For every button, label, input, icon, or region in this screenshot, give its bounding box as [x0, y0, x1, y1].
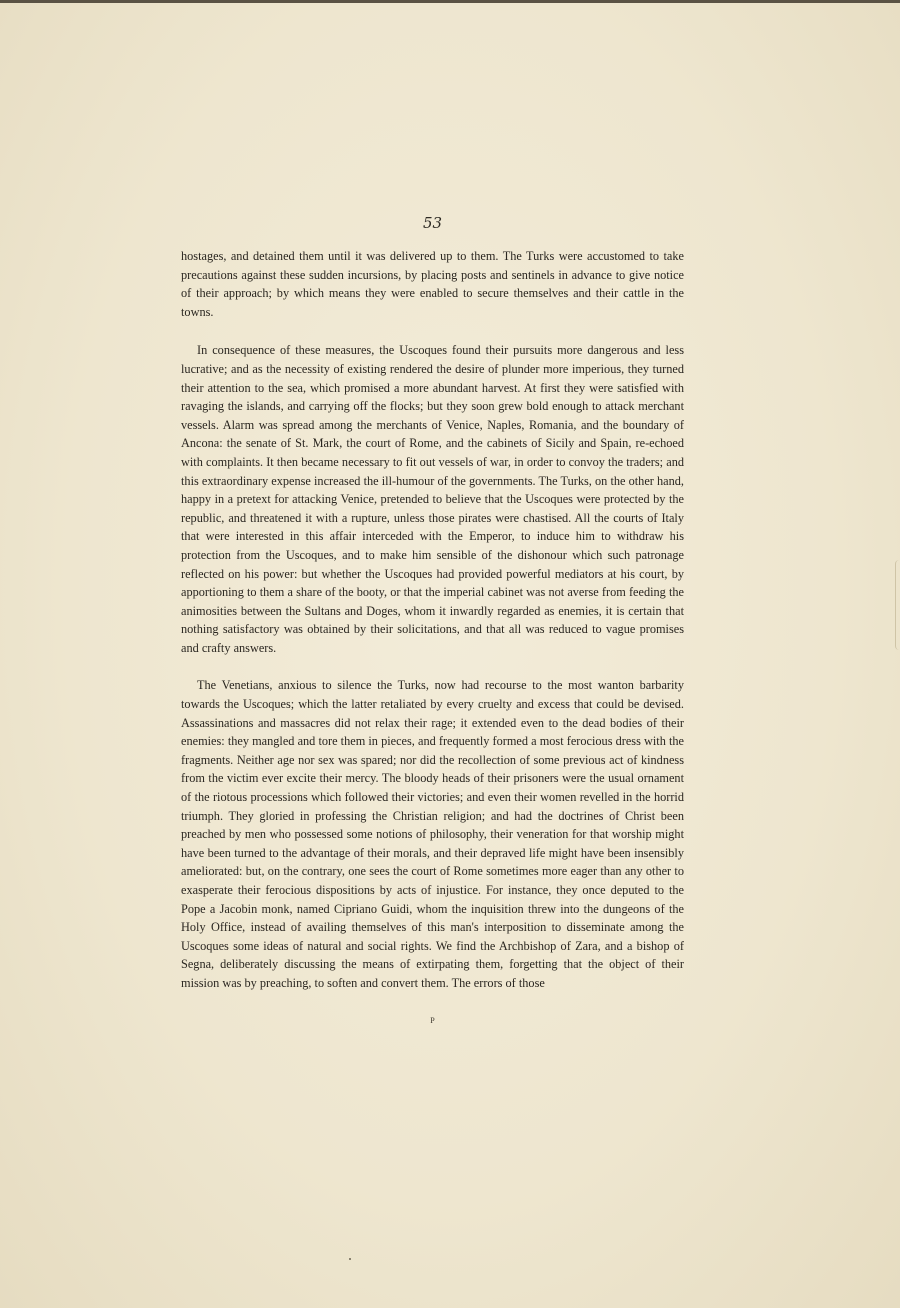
body-text [181, 247, 684, 993]
signature-mark: P [430, 1016, 435, 1025]
page-number: 53 [422, 214, 443, 232]
paragraph: In consequence of these measures, the Uscoques found their pursuits more dangerous and less lucrative; and as the necessity of existing rendered the desire of plunder more imperious, they turned their attention to the sea, which promised a more abundant harvest. At first they were satisfied with ravaging the islands, and carrying off the flocks; but they soon grew bold enough to attack merchant vessels. Alarm was spread among the merchants of Venice, Naples, Romania, and the boundary of Ancona: the senate of St. Mark, the court of Rome, and the cabinets of Sicily and Spain, re-echoed with complaints. It then became necessary to fit out vessels of war, in order to convoy the traders; and this extraordinary expense increased the ill-humour of the governments. The Turks, on the other hand, happy in a pretext for attacking Venice, pretended to believe that the Uscoques were protected by the republic, and threatened it with a rupture, unless those pirates were chastised. All the courts of Italy that were interested in this affair interceded with the Emperor, to induce him to withdraw his protection from the Uscoques, and to make him sensible of the dishonour which such patronage reflected on his power: but whether the Uscoques had provided powerful mediators at his court, by apportioning to them a share of the booty, or that the imperial cabinet was not averse from feeding the animosities between the Sultans and Doges, whom it inwardly regarded as enemies, it is certain that nothing satisfactory was obtained by their solicitations, and that all was reduced to vague promises and crafty answers. [181, 343, 684, 655]
paragraph: The Venetians, anxious to silence the Turks, now had recourse to the most wanton barbarity towards the Uscoques; which the latter retaliated by every cruelty and excess that could be devised. Assassinations and massacres did not relax their rage; it extended even to the dead bodies of their enemies: they mangled and tore them in pieces, and frequently formed a most ferocious dress with the fragments. Neither age nor sex was spared; nor did the recollection of some previous act of kindness from the victim ever excite their mercy. The bloody heads of their prisoners were the usual ornament of the riotous processions which followed their victories; and even their women revelled in the horrid triumph. They gloried in professing the Christian religion; and had the doctrines of Christ been preached by men who possessed some notions of philosophy, their veneration for that worship might have been turned to the advantage of their morals, and their depraved life might have been insensibly ameliorated: but, on the contrary, one sees the court of Rome sometimes more eager than any other to exasperate their ferocious dispositions by acts of injustice. For instance, they once deputed to the Pope a Jacobin monk, named Cipriano Guidi, whom the inquisition threw into the dungeons of the Holy Office, instead of availing themselves of this man's interposition to disseminate among the Uscoques some ideas of natural and social rights. We find the Archbishop of Zara, and a bishop of Segna, deliberately discussing the means of extirpating them, forgetting that the object of their mission was by preaching, to soften and convert them. The errors of those [181, 678, 684, 990]
page-fold-mark [895, 560, 900, 650]
paragraph-gap [181, 321, 684, 341]
page-top-edge [0, 0, 900, 3]
paper-speck [349, 1258, 351, 1260]
paragraph-continuation: hostages, and detained them until it was delivered up to them. The Turks were accustomed to take precautions against these sudden incursions, by placing posts and sentinels in advance to give notice of their approach; by which means they were enabled to secure themselves and their cattle in the towns. [181, 249, 684, 319]
paragraph-gap [181, 657, 684, 676]
